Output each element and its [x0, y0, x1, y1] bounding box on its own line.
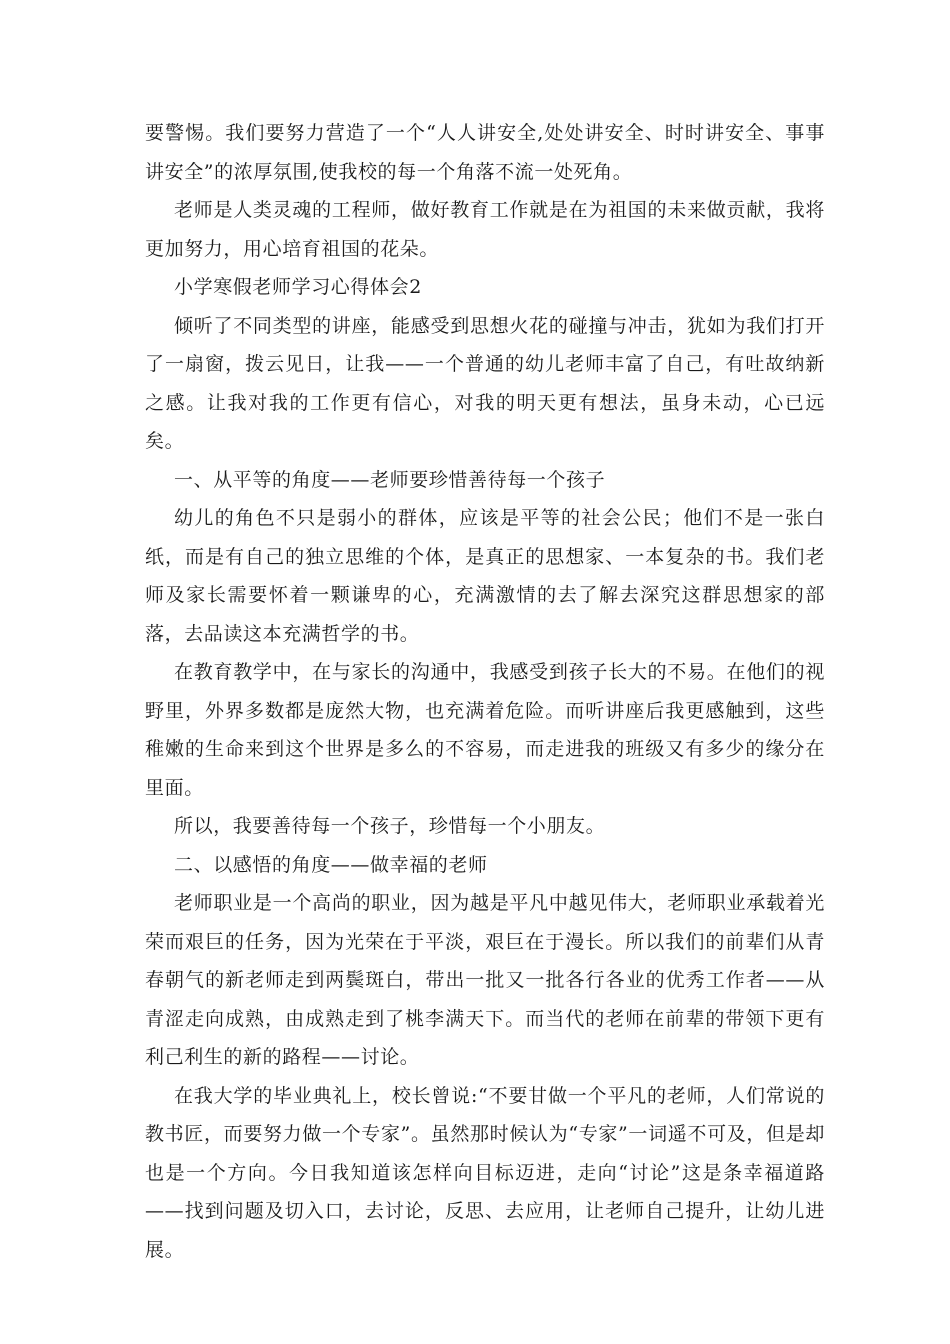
paragraph: 在我大学的毕业典礼上，校长曾说:“不要甘做一个平凡的老师，人们常说的教书匠，而要努力做一个专家”。虽然那时候认为“专家”一词遥不可及，但是却也是一个方向。今日我知道该怎样向目标迈进，走向“讨论”这是条幸福道路——找到问题及切入口，去讨论，反思、去应用，让老师自己提升，让幼儿进展。: [145, 1084, 825, 1261]
section-title: 小学寒假老师学习心得体会2: [174, 276, 422, 298]
paragraph: 要警惕。我们要努力营造了一个“人人讲安全,处处讲安全、时时讲安全、事事讲安全”的浓厚氛围,使我校的每一个角落不流一处死角。: [145, 122, 825, 183]
paragraph: 幼儿的角色不只是弱小的群体，应该是平等的社会公民；他们不是一张白纸，而是有自己的独立思维的个体，是真正的思想家、一本复杂的书。我们老师及家长需要怀着一颗谦卑的心，充满激情的去了解去深究这群思想家的部落，去品读这本充满哲学的书。: [145, 507, 825, 645]
paragraph: 老师是人类灵魂的工程师，做好教育工作就是在为祖国的未来做贡献，我将更加努力，用心培育祖国的花朵。: [145, 199, 825, 260]
paragraph: 在教育教学中，在与家长的沟通中，我感受到孩子长大的不易。在他们的视野里，外界多数都是庞然大物，也充满着危险。而听讲座后我更感触到，这些稚嫩的生命来到这个世界是多么的不容易，而走进我的班级又有多少的缘分在里面。: [145, 661, 825, 799]
document-body: [145, 114, 825, 1269]
section-heading: 二、以感悟的角度——做幸福的老师: [174, 853, 488, 876]
paragraph: 倾听了不同类型的讲座，能感受到思想火花的碰撞与冲击，犹如为我们打开了一扇窗，拨云见日，让我——一个普通的幼儿老师丰富了自己，有吐故纳新之感。让我对我的工作更有信心，对我的明天更有想法，虽身未动，心已远矣。: [145, 314, 825, 452]
paragraph: 所以，我要善待每一个孩子，珍惜每一个小朋友。: [174, 815, 606, 837]
paragraph: 老师职业是一个高尚的职业，因为越是平凡中越见伟大，老师职业承载着光荣而艰巨的任务，因为光荣在于平淡，艰巨在于漫长。所以我们的前辈们从青春朝气的新老师走到两鬓斑白，带出一批又一批各行各业的优秀工作者——从青涩走向成熟，由成熟走到了桃李满天下。而当代的老师在前辈的带领下更有利己利生的新的路程——讨论。: [145, 892, 825, 1068]
section-heading: 一、从平等的角度——老师要珍惜善待每一个孩子: [174, 468, 606, 491]
